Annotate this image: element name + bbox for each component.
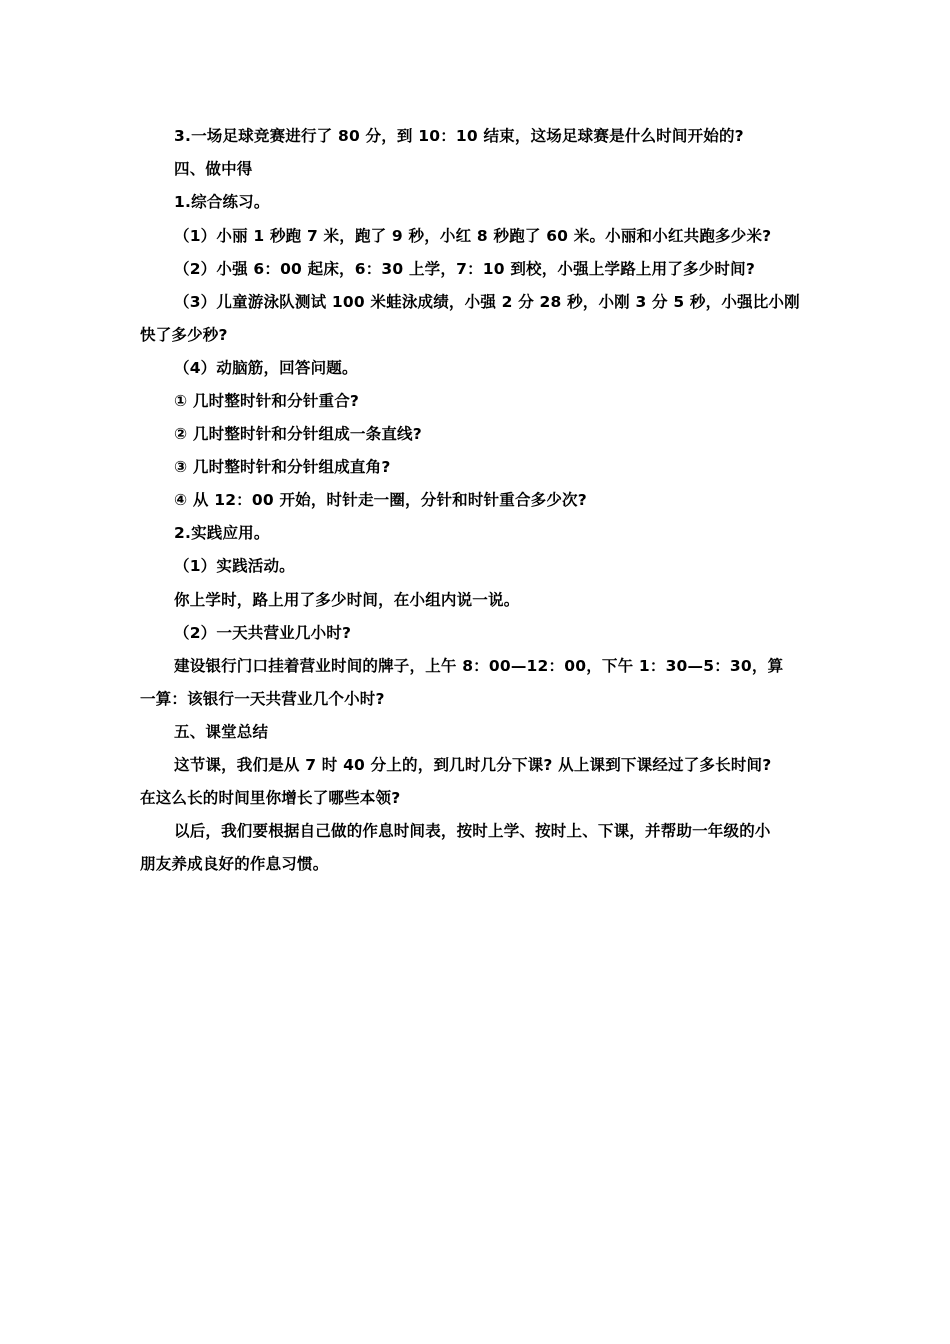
summary-paragraph-1: 这节课，我们是从 7 时 40 分上的，到几时几分下课? 从上课到下课经过了多长时间? [174,756,772,774]
business-hours-continued: 一算：该银行一天共营业几个小时? [140,690,385,708]
question-circle-2: ② 几时整时针和分针组成一条直线? [174,425,422,443]
summary-paragraph-1-continued: 在这么长的时间里你增长了哪些本领? [140,789,401,807]
question-circle-4: ④ 从 12：00 开始，时针走一圈，分针和时针重合多少次? [174,491,587,509]
summary-paragraph-2: 以后，我们要根据自己做的作息时间表，按时上学、按时上、下课，并帮助一年级的小 [174,822,771,840]
business-hours-heading: （2）一天共营业几小时? [174,624,352,642]
question-circle-1: ① 几时整时针和分针重合? [174,392,360,410]
exercise-1-text: （1）小丽 1 秒跑 7 米，跑了 9 秒，小红 8 秒跑了 60 米。小丽和小红共跑多少米? [174,227,772,245]
subsection-1-heading: 1.综合练习。 [174,193,270,211]
practice-activity-heading: （1）实践活动。 [174,557,295,575]
subsection-2-heading: 2.实践应用。 [174,524,270,542]
exercise-3-text: （3）儿童游泳队测试 100 米蛙泳成绩，小强 2 分 28 秒，小刚 3 分 5 秒，小强比小刚 [174,293,800,311]
question-circle-3: ③ 几时整时针和分针组成直角? [174,458,391,476]
summary-paragraph-2-continued: 朋友养成良好的作息习惯。 [140,855,329,873]
exercise-4-heading: （4）动脑筋，回答问题。 [174,359,358,377]
exercise-3-continued: 快了多少秒? [140,326,228,344]
question-3-football: 3.一场足球竞赛进行了 80 分，到 10：10 结束，这场足球赛是什么时间开始的? [174,127,744,145]
business-hours-text: 建设银行门口挂着营业时间的牌子，上午 8：00—12：00，下午 1：30—5：30，算 [174,657,784,675]
section-heading-5: 五、课堂总结 [174,723,269,741]
practice-activity-text: 你上学时，路上用了多少时间，在小组内说一说。 [174,591,520,609]
section-heading-4: 四、做中得 [174,160,253,178]
exercise-2-text: （2）小强 6：00 起床，6：30 上学，7：10 到校，小强上学路上用了多少时间? [174,260,756,278]
